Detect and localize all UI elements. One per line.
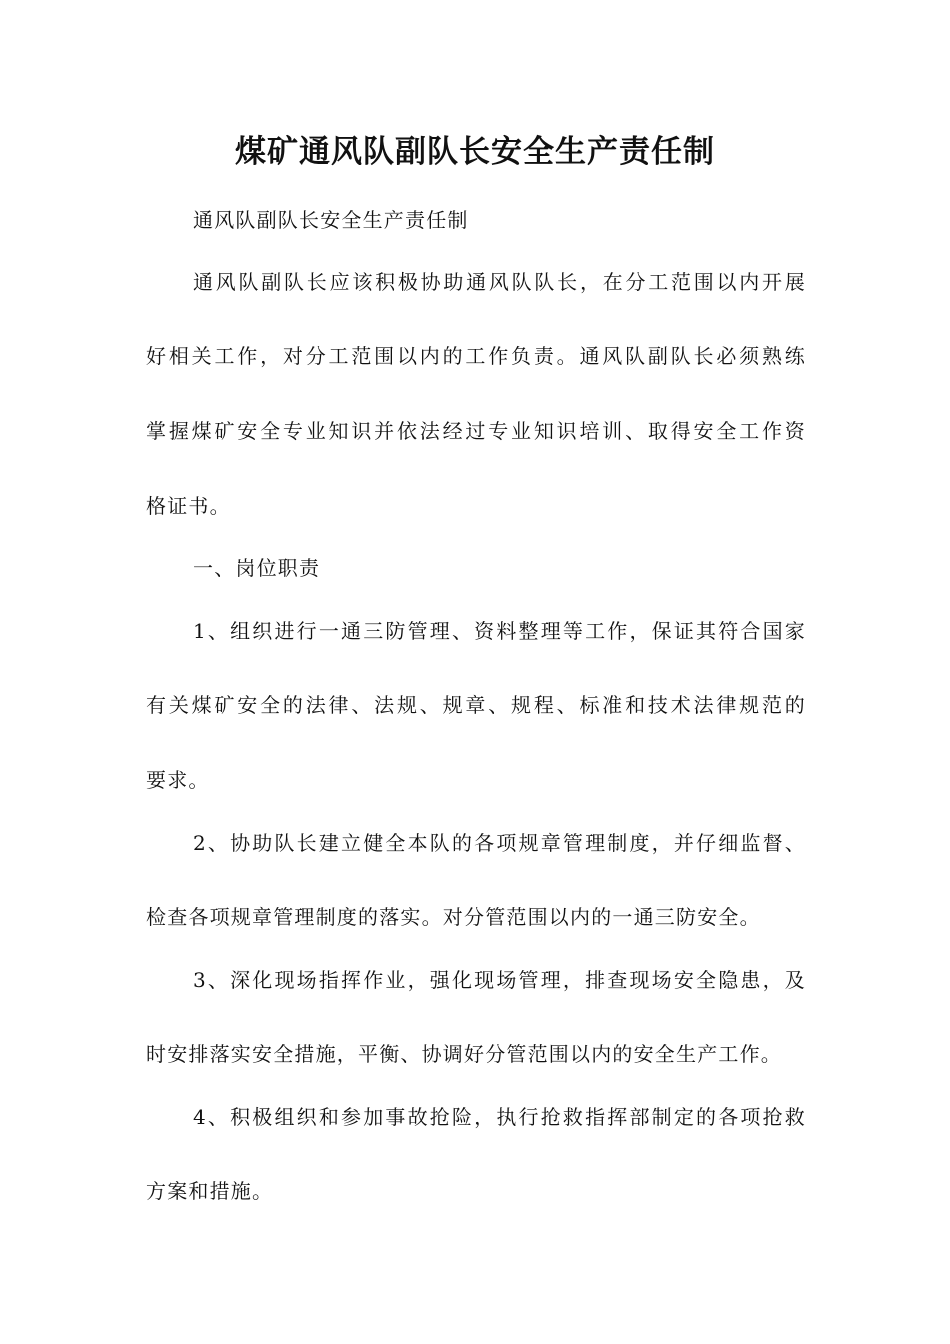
intro-line-4: 格证书。 <box>146 494 231 518</box>
item-1-line-2: 有关煤矿安全的法律、法规、规章、规程、标准和技术法律规范的 <box>146 693 806 717</box>
subtitle-line: 通风队副队长安全生产责任制 <box>193 208 469 232</box>
intro-line-3: 掌握煤矿安全专业知识并依法经过专业知识培训、取得安全工作资 <box>146 419 806 443</box>
item-4-line-1: 4、积极组织和参加事故抢险，执行抢救指挥部制定的各项抢救 <box>193 1105 806 1129</box>
item-2-line-2: 检查各项规章管理制度的落实。对分管范围以内的一通三防安全。 <box>146 905 761 929</box>
item-2-line-1: 2、协助队长建立健全本队的各项规章管理制度，并仔细监督、 <box>193 831 806 855</box>
section-heading: 一、岗位职责 <box>193 556 321 580</box>
item-3-line-1: 3、深化现场指挥作业，强化现场管理，排查现场安全隐患，及 <box>193 968 806 992</box>
item-1-line-1: 1、组织进行一通三防管理、资料整理等工作，保证其符合国家 <box>193 619 806 643</box>
document-title: 煤矿通风队副队长安全生产责任制 <box>235 134 715 170</box>
item-3-line-2: 时安排落实安全措施，平衡、协调好分管范围以内的安全生产工作。 <box>146 1042 782 1066</box>
intro-line-1: 通风队副队长应该积极协助通风队队长，在分工范围以内开展 <box>193 270 806 294</box>
item-4-line-2: 方案和措施。 <box>146 1179 274 1203</box>
intro-line-2: 好相关工作，对分工范围以内的工作负责。通风队副队长必须熟练 <box>146 344 806 368</box>
item-1-line-3: 要求。 <box>146 768 210 792</box>
